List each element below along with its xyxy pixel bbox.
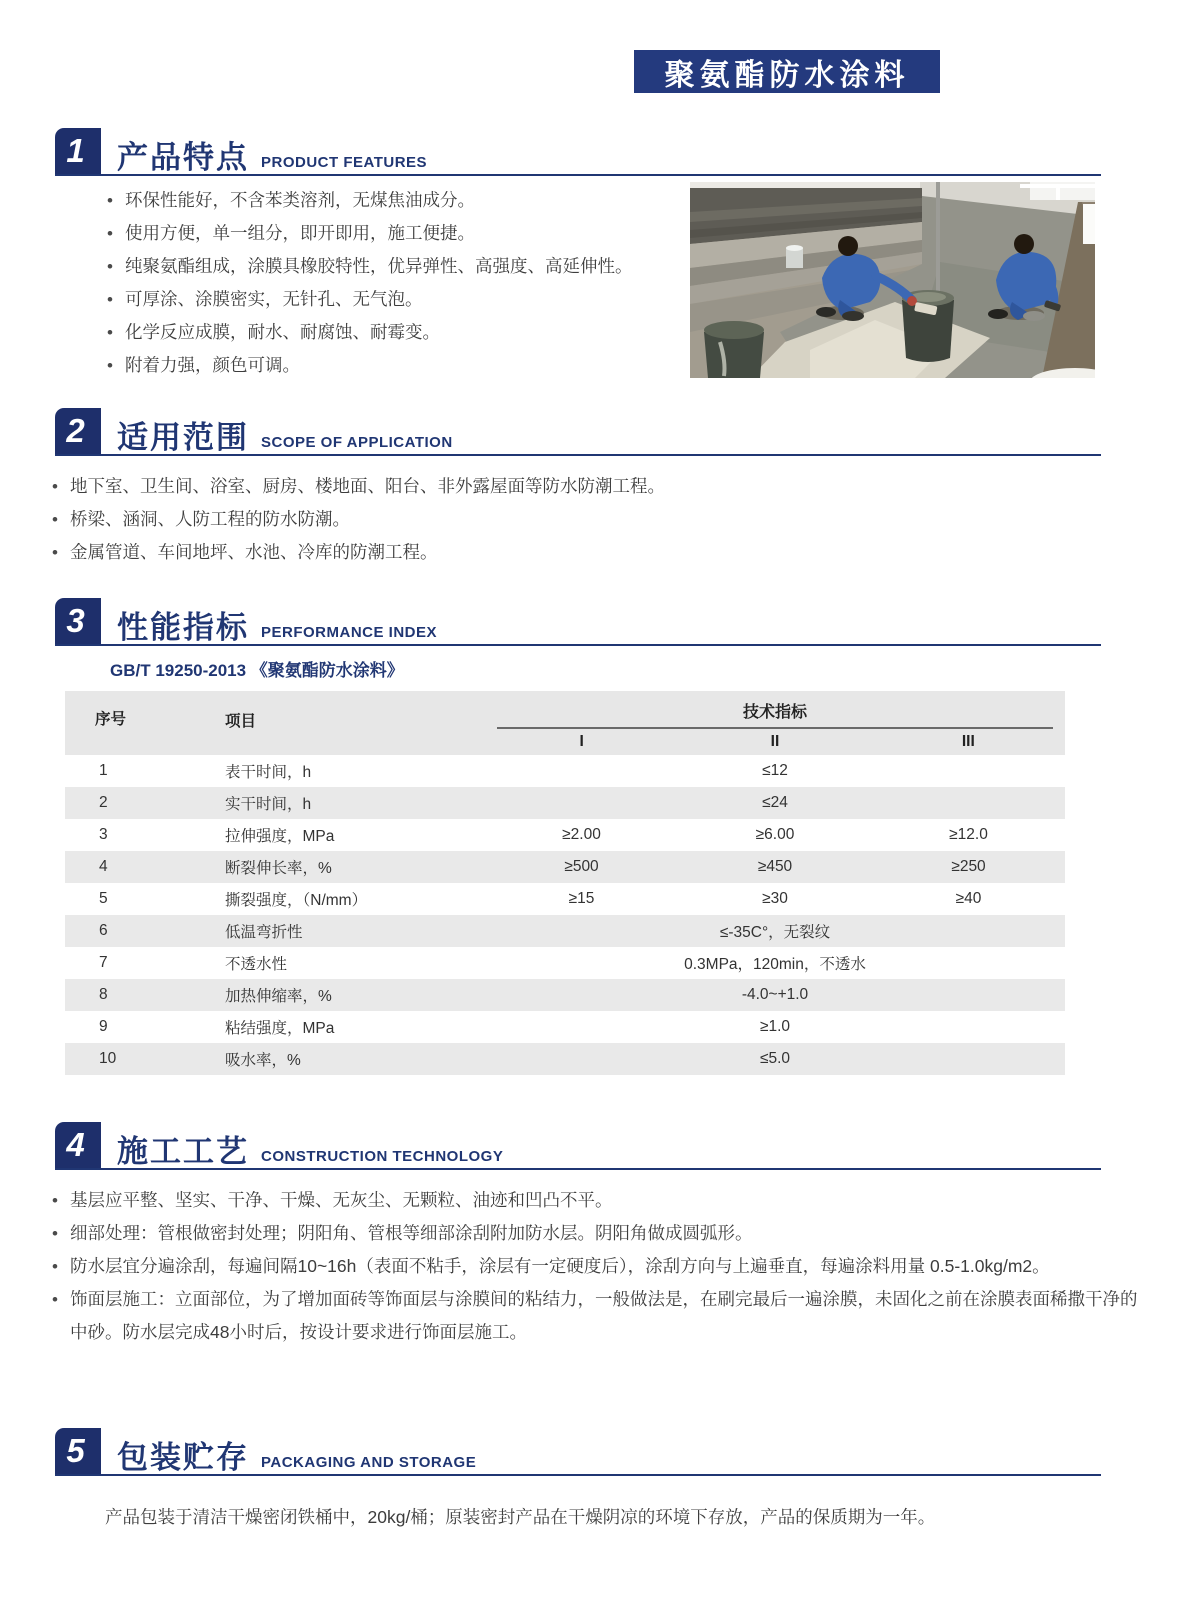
row-value-span: ≤-35C°，无裂纹 [719, 924, 831, 941]
bullet-item: • 使用方便，单一组分，即开即用，施工便捷。 [105, 217, 690, 250]
section-title-en: PERFORMANCE INDEX [261, 624, 438, 641]
section-number-badge: 2 [55, 408, 101, 454]
bullet-item: • 环保性能好，不含苯类溶剂，无煤焦油成分。 [105, 184, 690, 217]
section-packaging-storage [0, 1428, 1200, 1532]
bullet-item: • 桥梁、涵洞、人防工程的防水防潮。 [50, 503, 1200, 536]
row-item: 加热伸缩率，% [225, 988, 332, 1005]
performance-table-body [65, 755, 1065, 1075]
section-title-zh: 性能指标 [117, 610, 249, 645]
row-number: 1 [99, 762, 108, 779]
row-value-span: 0.3MPa，120min，不透水 [684, 956, 866, 973]
row-value: ≥450 [757, 858, 793, 875]
section-product-features [0, 128, 1200, 383]
table-row [65, 1043, 1065, 1075]
row-item: 吸水率，% [225, 1052, 301, 1069]
section-header [55, 1122, 1101, 1170]
subheader-2: II [770, 733, 780, 750]
bullet-item: • 地下室、卫生间、浴室、厨房、楼地面、阳台、非外露屋面等防水防潮工程。 [50, 470, 1200, 503]
table-row [65, 883, 1065, 915]
table-row [65, 787, 1065, 819]
bullet-item: • 饰面层施工：立面部位，为了增加面砖等饰面层与涂膜间的粘结力，一般做法是，在刷完最后一遍涂膜，未固化之前在涂膜表面稀撒干净的中砂。防水层完成48小时后，按设计要求进行饰面层施工。 [50, 1283, 1150, 1349]
section-number-badge: 5 [55, 1428, 101, 1474]
row-number: 3 [99, 826, 108, 843]
col-header-item: 项目 [225, 713, 257, 730]
bullet-item: • 金属管道、车间地坪、水池、冷库的防潮工程。 [50, 536, 1200, 569]
section-title-zh: 产品特点 [117, 140, 249, 175]
row-value-span: ≤24 [762, 794, 788, 811]
table-row [65, 1011, 1065, 1043]
row-item: 低温弯折性 [225, 924, 303, 941]
section-number-badge: 4 [55, 1122, 101, 1168]
table-header [65, 691, 1065, 755]
row-value: ≥2.00 [562, 826, 601, 843]
row-value: ≥40 [955, 890, 982, 907]
section-number-badge: 3 [55, 598, 101, 644]
table-row [65, 819, 1065, 851]
section-number-badge: 1 [55, 128, 101, 174]
row-item: 粘结强度，MPa [225, 1020, 335, 1037]
section-title-zh: 适用范围 [117, 420, 249, 455]
section-construction-technology [0, 1122, 1200, 1349]
section-title-en: PRODUCT FEATURES [261, 154, 428, 171]
bullet-item: • 附着力强，颜色可调。 [105, 349, 690, 382]
row-value: ≥30 [762, 890, 788, 907]
row-number: 6 [99, 922, 108, 939]
row-item: 表干时间，h [225, 764, 312, 781]
row-value: ≥6.00 [755, 826, 795, 843]
row-number: 5 [99, 890, 108, 907]
col-header-no: 序号 [95, 711, 127, 728]
performance-table [65, 691, 1065, 1075]
section-header [55, 128, 1101, 176]
row-number: 9 [99, 1018, 108, 1035]
row-number: 7 [99, 954, 108, 971]
subheader-3: III [961, 733, 975, 750]
row-value: ≥250 [951, 858, 986, 875]
group-label: 技术指标 [742, 704, 807, 721]
bullet-item: • 纯聚氨酯组成，涂膜具橡胶特性，优异弹性、高强度、高延伸性。 [105, 250, 690, 283]
table-row [65, 851, 1065, 883]
bullet-item: • 基层应平整、坚实、干净、干燥、无灰尘、无颗粒、油迹和凹凸不平。 [50, 1184, 1150, 1217]
row-item: 实干时间，h [225, 796, 312, 813]
scope-list [0, 470, 1200, 569]
row-item: 拉伸强度，MPa [225, 828, 335, 845]
bullet-item: • 可厚涂、涂膜密实，无针孔、无气泡。 [105, 283, 690, 316]
row-item: 不透水性 [225, 956, 288, 973]
section-title-en: SCOPE OF APPLICATION [261, 434, 453, 451]
standard-reference: GB/T 19250-2013 《聚氨酯防水涂料》 [110, 661, 404, 680]
row-number: 2 [99, 794, 108, 811]
bullet-item: • 化学反应成膜，耐水、耐腐蚀、耐霉变。 [105, 316, 690, 349]
row-item: 断裂伸长率，% [225, 860, 332, 877]
bullet-item: • 防水层宜分遍涂刮，每遍间隔10~16h（表面不粘手，涂层有一定硬度后），涂刮方向与上遍垂直，每遍涂料用量 0.5-1.0kg/m2。 [50, 1250, 1150, 1283]
section-title-en: CONSTRUCTION TECHNOLOGY [261, 1148, 504, 1165]
section-title-en: PACKAGING AND STORAGE [261, 1454, 477, 1471]
section-header [55, 1428, 1101, 1476]
row-number: 8 [99, 986, 108, 1003]
construction-list [0, 1184, 1200, 1349]
page-title: 聚氨酯防水涂料 [634, 50, 940, 93]
section-scope-of-application [0, 408, 1200, 569]
row-value-span: -4.0~+1.0 [741, 986, 809, 1003]
col-header-group [485, 691, 1065, 755]
product-photo [690, 182, 1095, 383]
feature-list [55, 184, 690, 382]
section-header [55, 408, 1101, 456]
row-value-span: ≤5.0 [759, 1050, 791, 1067]
group-subheaders [485, 733, 1065, 751]
table-row [65, 947, 1065, 979]
section-header [55, 598, 1101, 646]
table-row [65, 915, 1065, 947]
construction-photo-illustration [690, 182, 1095, 378]
row-number: 4 [99, 858, 108, 875]
table-row [65, 755, 1065, 787]
row-value: ≥500 [564, 858, 599, 875]
row-value-span: ≥1.0 [759, 1018, 791, 1035]
subheader-1: I [579, 733, 584, 750]
table-row [65, 979, 1065, 1011]
row-number: 10 [99, 1050, 117, 1067]
bullet-item: • 细部处理：管根做密封处理；阴阳角、管根等细部涂刮附加防水层。阴阳角做成圆弧形。 [50, 1217, 1150, 1250]
group-divider [497, 727, 1053, 729]
packaging-text: 产品包装于清洁干燥密闭铁桶中，20kg/桶；原装密封产品在干燥阴凉的环境下存放，产品的保质期为一年。 [105, 1507, 936, 1527]
row-value: ≥15 [568, 890, 595, 907]
row-value-span: ≤12 [762, 762, 788, 779]
section-title-zh: 包装贮存 [117, 1440, 249, 1475]
row-item: 撕裂强度，（N/mm） [225, 892, 368, 909]
section-performance-index [0, 598, 1200, 1075]
section-title-zh: 施工工艺 [117, 1134, 249, 1169]
row-value: ≥12.0 [949, 826, 988, 843]
